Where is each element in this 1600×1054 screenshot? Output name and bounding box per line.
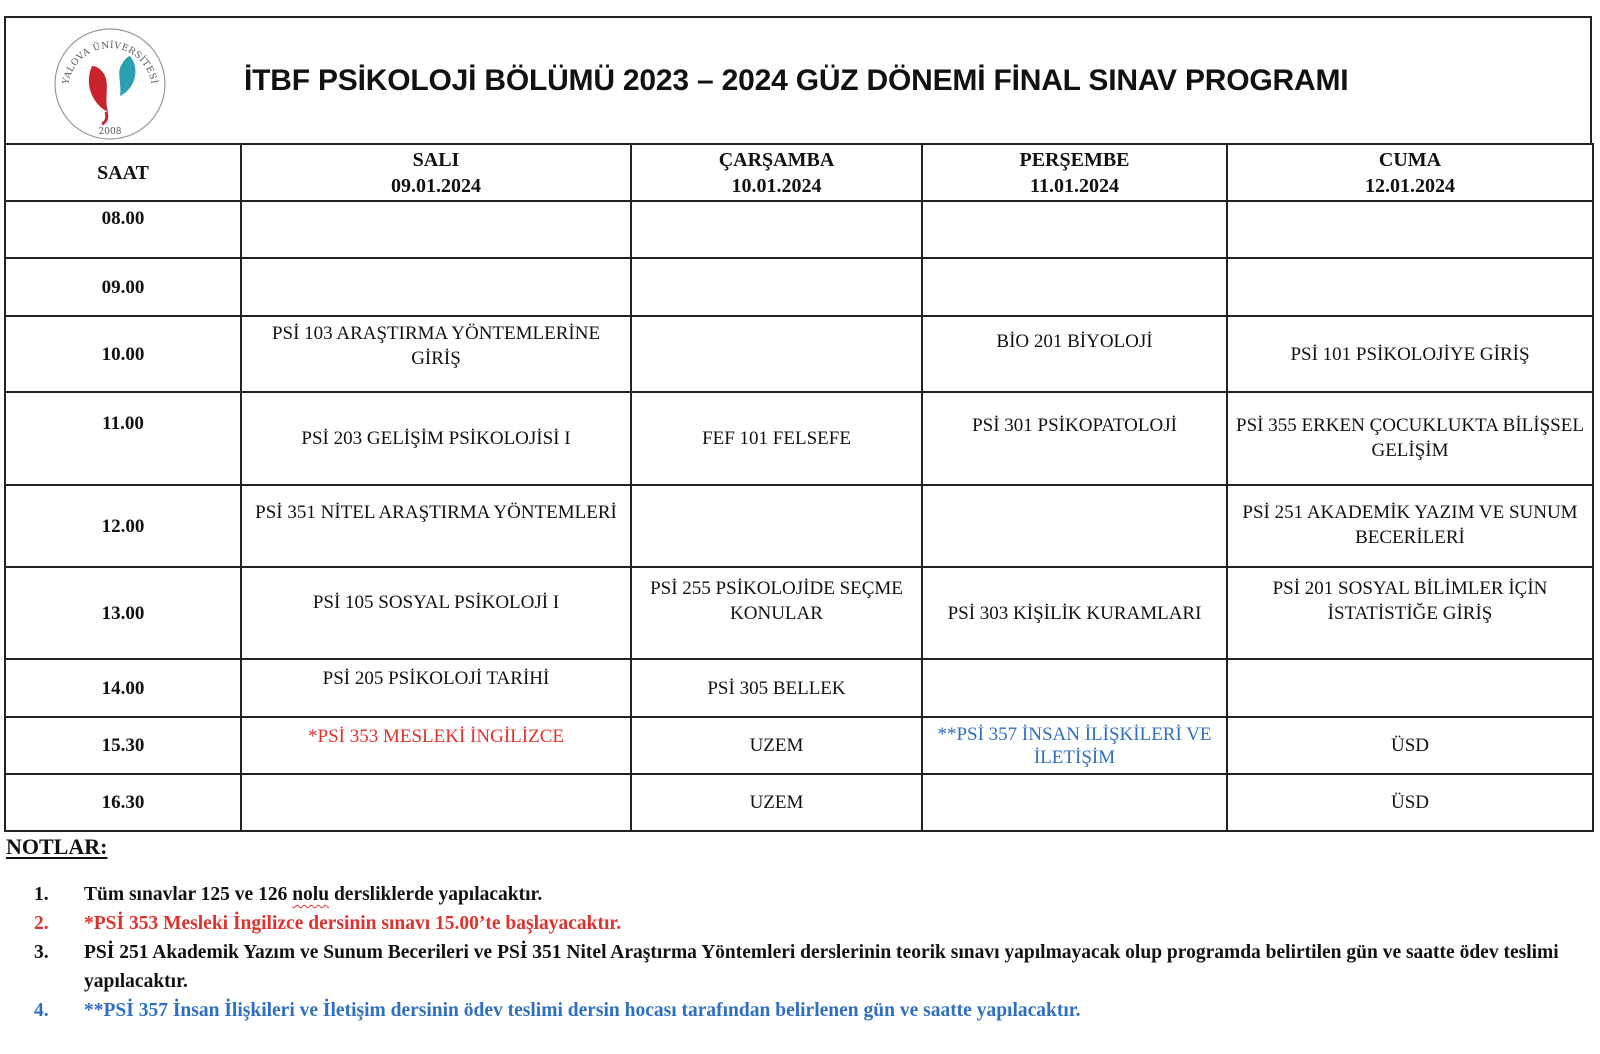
note-item: 2. *PSİ 353 Mesleki İngilizce dersinin sınavı 15.00’te başlayacaktır. [34,909,1574,938]
table-row [5,774,1593,831]
table-row [5,392,1593,485]
exam-cell [631,258,922,316]
time-cell: 11.00 [5,392,241,485]
time-cell: 10.00 [5,316,241,392]
note-number: 1. [34,884,49,905]
time-cell: 12.00 [5,485,241,567]
table-row [5,485,1593,567]
notes-title: NOTLAR: [6,834,108,859]
exam-cell [1227,258,1593,316]
exam-cell: UZEM [631,717,922,774]
exam-cell: PSİ 101 PSİKOLOJİYE GİRİŞ [1227,316,1593,392]
exam-cell: PSİ 103 ARAŞTIRMA YÖNTEMLERİNE GİRİŞ [241,316,631,392]
exam-cell: PSİ 201 SOSYAL BİLİMLER İÇİN İSTATİSTİĞE GİRİŞ [1227,567,1593,659]
time-column-header: SAAT [5,144,241,201]
exam-cell: BİO 201 BİYOLOJİ [922,316,1227,392]
table-row [5,258,1593,316]
time-cell: 16.30 [5,774,241,831]
day-header: CUMA 12.01.2024 [1227,144,1593,201]
logo-arc-text: YALOVA ÜNİVERSİTESİ [61,40,159,86]
exam-cell: PSİ 251 AKADEMİK YAZIM VE SUNUM BECERİLERİ [1227,485,1593,567]
exam-cell: PSİ 305 BELLEK [631,659,922,717]
exam-cell: UZEM [631,774,922,831]
table-header-row [5,144,1593,201]
table-row [5,659,1593,717]
exam-cell [241,258,631,316]
note-item: 3. PSİ 251 Akademik Yazım ve Sunum Becerileri ve PSİ 351 Nitel Araştırma Yöntemleri derslerinin teorik sınavı yapılmayacak olup programda belirtilen gün ve saatte ödev teslimi yapılacaktır. [34,938,1574,996]
exam-cell [922,258,1227,316]
note-item: 4. **PSİ 357 İnsan İlişkileri ve İletişim dersinin ödev teslimi dersin hocası tarafından belirlenen gün ve saatte yapılacaktır. [34,996,1574,1025]
exam-cell [1227,659,1593,717]
logo-teal-leaf [119,56,135,96]
university-logo [52,26,168,142]
note-item: 1. Tüm sınavlar 125 ve 126 nolu dersliklerde yapılacaktır. [34,880,1574,909]
exam-cell [922,659,1227,717]
exam-cell: PSİ 301 PSİKOPATOLOJİ [922,392,1227,485]
exam-cell: PSİ 105 SOSYAL PSİKOLOJİ I [241,567,631,659]
exam-cell-highlighted: *PSİ 353 MESLEKİ İNGİLİZCE [241,717,631,774]
exam-cell [241,201,631,258]
exam-cell [922,485,1227,567]
exam-cell [241,774,631,831]
exam-cell [631,316,922,392]
table-row [5,316,1593,392]
page-header [4,16,1592,144]
page-title: İTBF PSİKOLOJİ BÖLÜMÜ 2023 – 2024 GÜZ DÖNEMİ FİNAL SINAV PROGRAMI [244,64,1349,97]
exam-cell [922,201,1227,258]
spellcheck-flagged-word: nolu [292,884,330,905]
exam-cell: PSİ 203 GELİŞİM PSİKOLOJİSİ I [241,392,631,485]
time-cell: 09.00 [5,258,241,316]
exam-cell [631,485,922,567]
time-cell: 08.00 [5,201,241,258]
exam-cell: PSİ 303 KİŞİLİK KURAMLARI [922,567,1227,659]
time-cell: 15.30 [5,717,241,774]
exam-cell-highlighted: **PSİ 357 İNSAN İLİŞKİLERİ VE İLETİŞİM [922,717,1227,774]
day-header: PERŞEMBE 11.01.2024 [922,144,1227,201]
time-cell: 13.00 [5,567,241,659]
exam-cell: PSİ 205 PSİKOLOJİ TARİHİ [241,659,631,717]
time-cell: 14.00 [5,659,241,717]
day-header: ÇARŞAMBA 10.01.2024 [631,144,922,201]
logo-stem [102,112,107,124]
note-number: 2. [34,913,49,934]
exam-cell: ÜSD [1227,717,1593,774]
note-number: 3. [34,942,49,963]
exam-cell: PSİ 255 PSİKOLOJİDE SEÇME KONULAR [631,567,922,659]
svg-text:YALOVA ÜNİVERSİTESİ [61,39,160,86]
exam-cell: PSİ 355 ERKEN ÇOCUKLUKTA BİLİŞSEL GELİŞİM [1227,392,1593,485]
logo-year: 2008 [98,127,122,137]
notes-list [34,880,1574,1025]
logo-red-leaf [89,66,108,112]
table-row [5,567,1593,659]
exam-cell [922,774,1227,831]
exam-cell: FEF 101 FELSEFE [631,392,922,485]
exam-cell [631,201,922,258]
note-number: 4. [34,1000,49,1021]
exam-cell: ÜSD [1227,774,1593,831]
day-header: SALI 09.01.2024 [241,144,631,201]
exam-cell [1227,201,1593,258]
table-row [5,201,1593,258]
table-row [5,717,1593,774]
exam-cell: PSİ 351 NİTEL ARAŞTIRMA YÖNTEMLERİ [241,485,631,567]
exam-schedule-table [4,143,1594,832]
